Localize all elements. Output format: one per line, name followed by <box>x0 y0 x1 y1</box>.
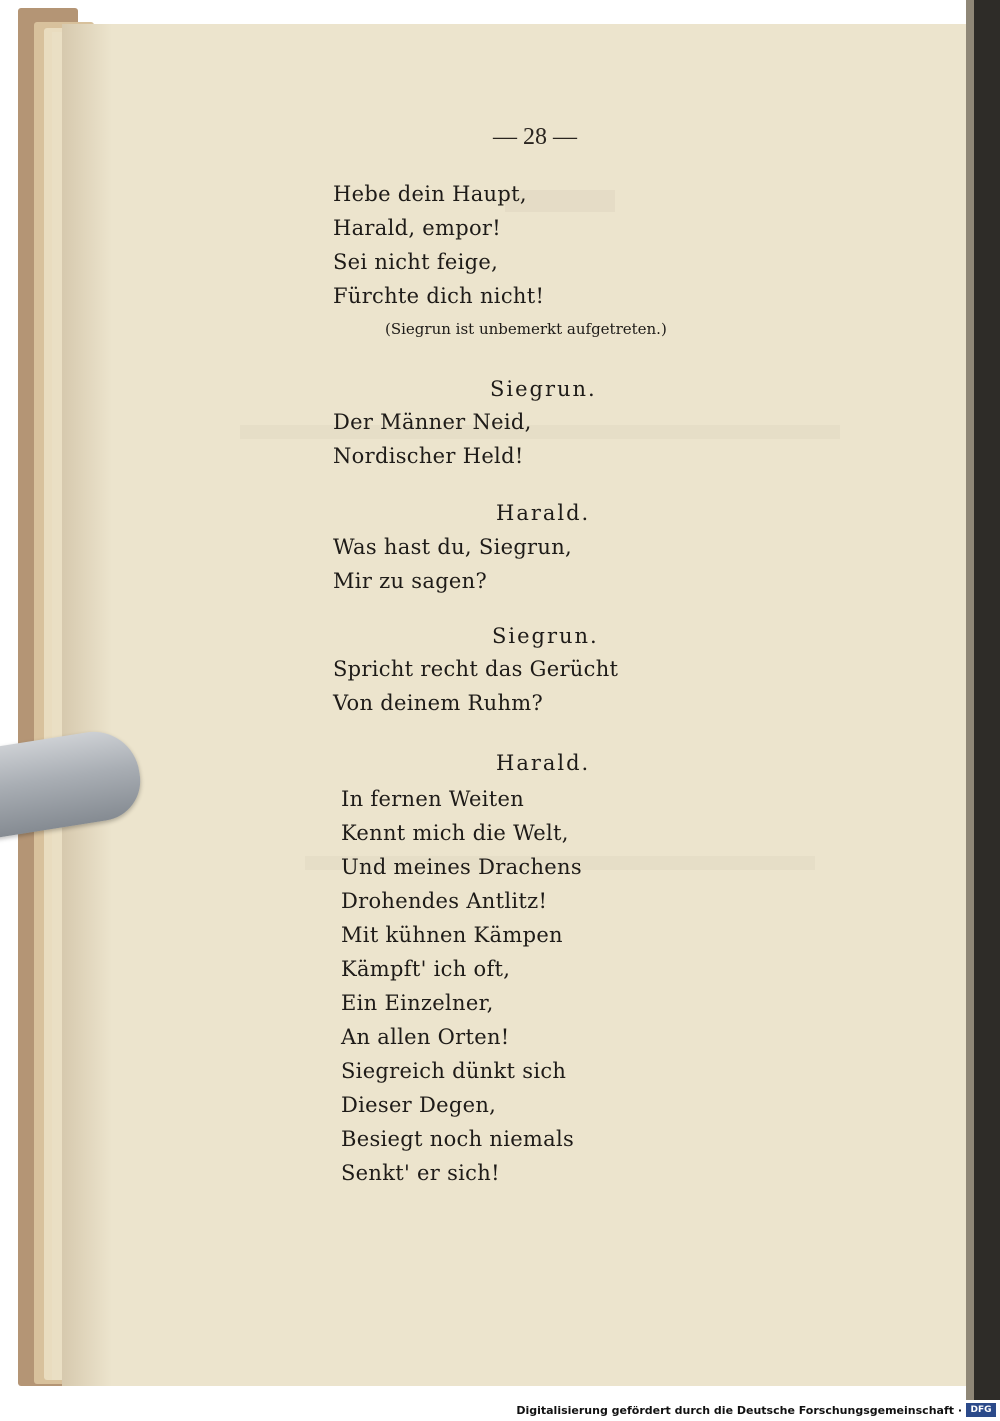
verse-line: Besiegt noch niemals <box>341 1127 575 1151</box>
verse-line: Mir zu sagen? <box>333 569 488 593</box>
bleed-through <box>240 425 840 439</box>
book-spine-edge <box>966 0 974 1400</box>
verse-line: Siegreich dünkt sich <box>341 1059 567 1083</box>
speaker-name: Siegrun. <box>490 377 597 401</box>
funding-credit: Digitalisierung gefördert durch die Deutsche Forschungsgemeinschaft · <box>516 1404 962 1417</box>
dfg-logo: DFG <box>966 1403 996 1417</box>
verse-line: Was hast du, Siegrun, <box>333 535 573 559</box>
verse-line: Senkt' er sich! <box>341 1161 500 1185</box>
verse-line: In fernen Weiten <box>341 787 525 811</box>
verse-line: Dieser Degen, <box>341 1093 497 1117</box>
verse-line: Mit kühnen Kämpen <box>341 923 563 947</box>
verse-line: Nordischer Held! <box>333 444 524 468</box>
speaker-name: Siegrun. <box>492 624 599 648</box>
verse-line: Kämpft' ich oft, <box>341 957 511 981</box>
verse-line: Sei nicht feige, <box>333 250 499 274</box>
verse-line: Hebe dein Haupt, <box>333 182 527 206</box>
verse-line: Und meines Drachens <box>341 855 582 879</box>
verse-line: Der Männer Neid, <box>333 410 532 434</box>
speaker-name: Harald. <box>496 501 591 525</box>
verse-line: Harald, empor! <box>333 216 502 240</box>
verse-line: Ein Einzelner, <box>341 991 494 1015</box>
verse-line: Von deinem Ruhm? <box>333 691 544 715</box>
verse-line: An allen Orten! <box>341 1025 510 1049</box>
verse-line: Spricht recht das Gerücht <box>333 657 619 681</box>
page-number: — 28 — <box>493 124 577 150</box>
speaker-name: Harald. <box>496 751 591 775</box>
page-shadow <box>62 24 112 1386</box>
verse-line: Drohendes Antlitz! <box>341 889 548 913</box>
stage-direction: (Siegrun ist unbemerkt aufgetreten.) <box>385 320 667 338</box>
verse-line: Kennt mich die Welt, <box>341 821 569 845</box>
verse-line: Fürchte dich nicht! <box>333 284 545 308</box>
